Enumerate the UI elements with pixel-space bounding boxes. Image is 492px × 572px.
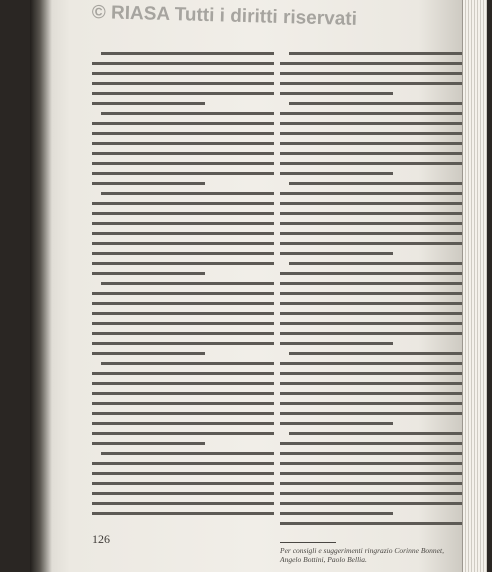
text-line <box>92 272 205 275</box>
text-line <box>289 262 462 265</box>
text-line <box>92 302 274 305</box>
text-line <box>92 412 274 415</box>
text-line <box>280 242 462 245</box>
text-line <box>92 332 274 335</box>
text-line <box>280 92 393 95</box>
text-line <box>101 362 274 365</box>
text-line <box>92 392 274 395</box>
text-line <box>101 192 274 195</box>
text-line <box>280 502 462 505</box>
text-line <box>289 52 462 55</box>
text-line <box>92 152 274 155</box>
text-line <box>280 422 393 425</box>
text-line <box>280 122 462 125</box>
text-line <box>280 232 462 235</box>
text-line <box>92 62 274 65</box>
text-line <box>92 312 274 315</box>
text-line <box>280 152 462 155</box>
text-line <box>92 372 274 375</box>
text-line <box>92 492 274 495</box>
text-line <box>289 352 462 355</box>
text-line <box>280 72 462 75</box>
text-line <box>280 302 462 305</box>
text-line <box>280 272 462 275</box>
text-line <box>280 462 462 465</box>
text-line <box>92 462 274 465</box>
page-edges <box>462 0 487 572</box>
text-line <box>280 172 393 175</box>
text-line <box>280 62 462 65</box>
text-line <box>280 202 462 205</box>
text-line <box>280 522 462 525</box>
text-line <box>92 72 274 75</box>
text-line <box>280 342 393 345</box>
text-line <box>92 512 274 515</box>
text-line <box>289 182 462 185</box>
text-line <box>92 432 274 435</box>
text-line <box>92 82 274 85</box>
text-line <box>92 352 205 355</box>
text-line <box>92 142 274 145</box>
text-line <box>280 512 393 515</box>
text-line <box>280 402 462 405</box>
text-line <box>92 182 205 185</box>
text-line <box>280 412 462 415</box>
text-line <box>280 482 462 485</box>
text-line <box>92 172 274 175</box>
text-line <box>280 252 393 255</box>
footnote: Per consigli e suggerimenti ringrazio Corinne Bonnet, Angelo Bottini, Paolo Bellia. <box>280 546 444 564</box>
text-line <box>92 122 274 125</box>
footnote-rule <box>280 542 336 543</box>
text-line <box>92 422 274 425</box>
text-line <box>280 282 462 285</box>
page-number: 126 <box>92 532 110 546</box>
text-line <box>92 252 274 255</box>
text-line <box>289 102 462 105</box>
text-line <box>92 162 274 165</box>
text-line <box>92 222 274 225</box>
text-line <box>92 202 274 205</box>
text-column-left <box>92 52 274 522</box>
text-line <box>101 52 274 55</box>
text-line <box>92 232 274 235</box>
text-line <box>280 292 462 295</box>
text-line <box>92 322 274 325</box>
text-line <box>280 372 462 375</box>
text-line <box>280 82 462 85</box>
text-line <box>280 382 462 385</box>
text-line <box>92 102 205 105</box>
text-line <box>101 282 274 285</box>
text-line <box>92 442 205 445</box>
text-line <box>280 112 462 115</box>
text-line <box>280 332 462 335</box>
text-line <box>289 432 462 435</box>
text-line <box>280 362 462 365</box>
text-line <box>280 452 462 455</box>
text-line <box>280 162 462 165</box>
text-line <box>92 502 274 505</box>
text-line <box>101 452 274 455</box>
text-line <box>92 342 274 345</box>
text-line <box>280 472 462 475</box>
text-line <box>92 212 274 215</box>
text-line <box>280 492 462 495</box>
text-line <box>280 132 462 135</box>
text-line <box>101 112 274 115</box>
text-column-right <box>280 52 462 532</box>
text-line <box>280 212 462 215</box>
text-line <box>280 192 462 195</box>
text-line <box>280 392 462 395</box>
text-line <box>280 322 462 325</box>
text-line <box>280 142 462 145</box>
copyright-watermark: © RIASA Tutti i diritti riservati <box>91 2 358 30</box>
text-line <box>280 442 462 445</box>
text-line <box>92 292 274 295</box>
text-line <box>92 482 274 485</box>
text-line <box>92 402 274 405</box>
text-line <box>92 132 274 135</box>
text-line <box>280 222 462 225</box>
text-line <box>92 92 274 95</box>
text-line <box>92 472 274 475</box>
text-line <box>92 242 274 245</box>
text-line <box>92 262 274 265</box>
text-line <box>280 312 462 315</box>
text-line <box>92 382 274 385</box>
binding-gutter <box>30 0 52 572</box>
